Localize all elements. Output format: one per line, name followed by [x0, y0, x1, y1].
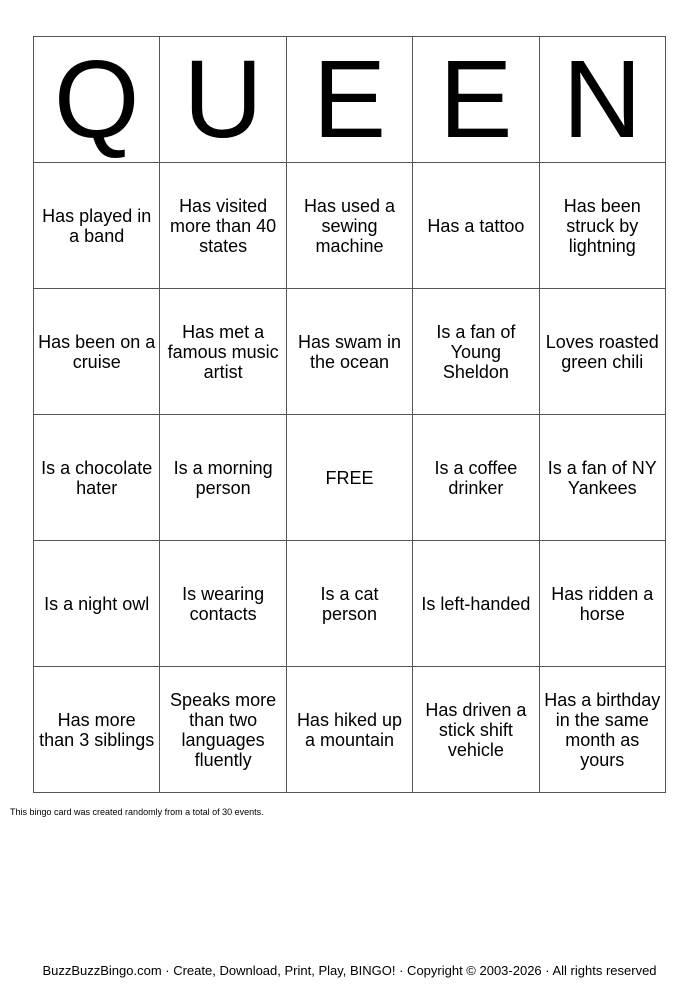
bingo-cell	[34, 163, 160, 289]
cell-text: Is a coffee drinker	[434, 457, 518, 498]
header-cell	[413, 37, 539, 163]
cell-text: Is a fan of Young Sheldon	[436, 321, 516, 382]
site-footer: BuzzBuzzBingo.com · Create, Download, Print, Play, BINGO! · Copyright © 2003-2026 · All rights reserved	[42, 963, 657, 978]
card-row	[34, 667, 666, 793]
header-letter: U	[183, 37, 263, 161]
cell-text: Has a tattoo	[427, 215, 525, 236]
cell-text: Has ridden a horse	[551, 583, 654, 624]
cell-text: Has been struck by lightning	[563, 195, 641, 256]
cell-text: Speaks more than two languages fluently	[170, 689, 277, 770]
cell-text: Is a fan of NY Yankees	[547, 457, 657, 498]
bingo-cell	[34, 667, 160, 793]
header-letter: Q	[53, 37, 140, 161]
bingo-cell	[539, 163, 665, 289]
free-space-cell	[286, 415, 412, 541]
cell-text: Has been on a cruise	[38, 331, 156, 372]
cell-text: Has swam in the ocean	[297, 331, 401, 372]
bingo-cell	[413, 541, 539, 667]
cell-text: Has visited more than 40 states	[170, 195, 277, 256]
cell-text: Loves roasted green chili	[545, 331, 659, 372]
cell-text: Is a cat person	[320, 583, 379, 624]
header-cell	[34, 37, 160, 163]
cell-text: Has played in a band	[42, 205, 152, 246]
bingo-cell	[160, 289, 286, 415]
card-row	[34, 289, 666, 415]
generation-note: This bingo card was created randomly from a total of 30 events.	[10, 807, 264, 817]
cell-text: Has hiked up a mountain	[296, 709, 403, 750]
bingo-cell	[539, 541, 665, 667]
bingo-cell	[539, 289, 665, 415]
header-letter: E	[312, 37, 387, 161]
bingo-cell	[413, 415, 539, 541]
bingo-cell	[286, 163, 412, 289]
cell-text: Is a chocolate hater	[41, 457, 153, 498]
card-row	[34, 415, 666, 541]
free-space-text: FREE	[325, 467, 374, 488]
cell-text: Has met a famous music artist	[167, 321, 279, 382]
cell-text: Is left-handed	[421, 593, 531, 614]
bingo-cell	[160, 415, 286, 541]
bingo-cell	[160, 541, 286, 667]
bingo-cell	[160, 163, 286, 289]
header-row	[34, 37, 666, 163]
bingo-cell	[160, 667, 286, 793]
header-letter: E	[439, 37, 513, 161]
cell-text: Has used a sewing machine	[303, 195, 395, 256]
header-cell	[160, 37, 286, 163]
cell-text: Has a birthday in the same month as yours	[544, 689, 661, 770]
header-cell	[286, 37, 412, 163]
bingo-card	[33, 36, 666, 793]
bingo-cell	[413, 289, 539, 415]
bingo-cell	[34, 541, 160, 667]
cell-text: Is wearing contacts	[182, 583, 265, 624]
bingo-cell	[286, 541, 412, 667]
cell-text: Is a morning person	[173, 457, 273, 498]
bingo-cell	[539, 667, 665, 793]
header-cell	[539, 37, 665, 163]
cell-text: Is a night owl	[44, 593, 150, 614]
bingo-cell	[286, 667, 412, 793]
bingo-cell	[34, 289, 160, 415]
card-row	[34, 163, 666, 289]
header-letter: N	[562, 37, 642, 161]
bingo-cell	[539, 415, 665, 541]
bingo-cell	[286, 289, 412, 415]
cell-text: Has driven a stick shift vehicle	[425, 699, 527, 760]
card-row	[34, 541, 666, 667]
cell-text: Has more than 3 siblings	[39, 709, 155, 750]
bingo-cell	[34, 415, 160, 541]
bingo-cell	[413, 667, 539, 793]
bingo-cell	[413, 163, 539, 289]
